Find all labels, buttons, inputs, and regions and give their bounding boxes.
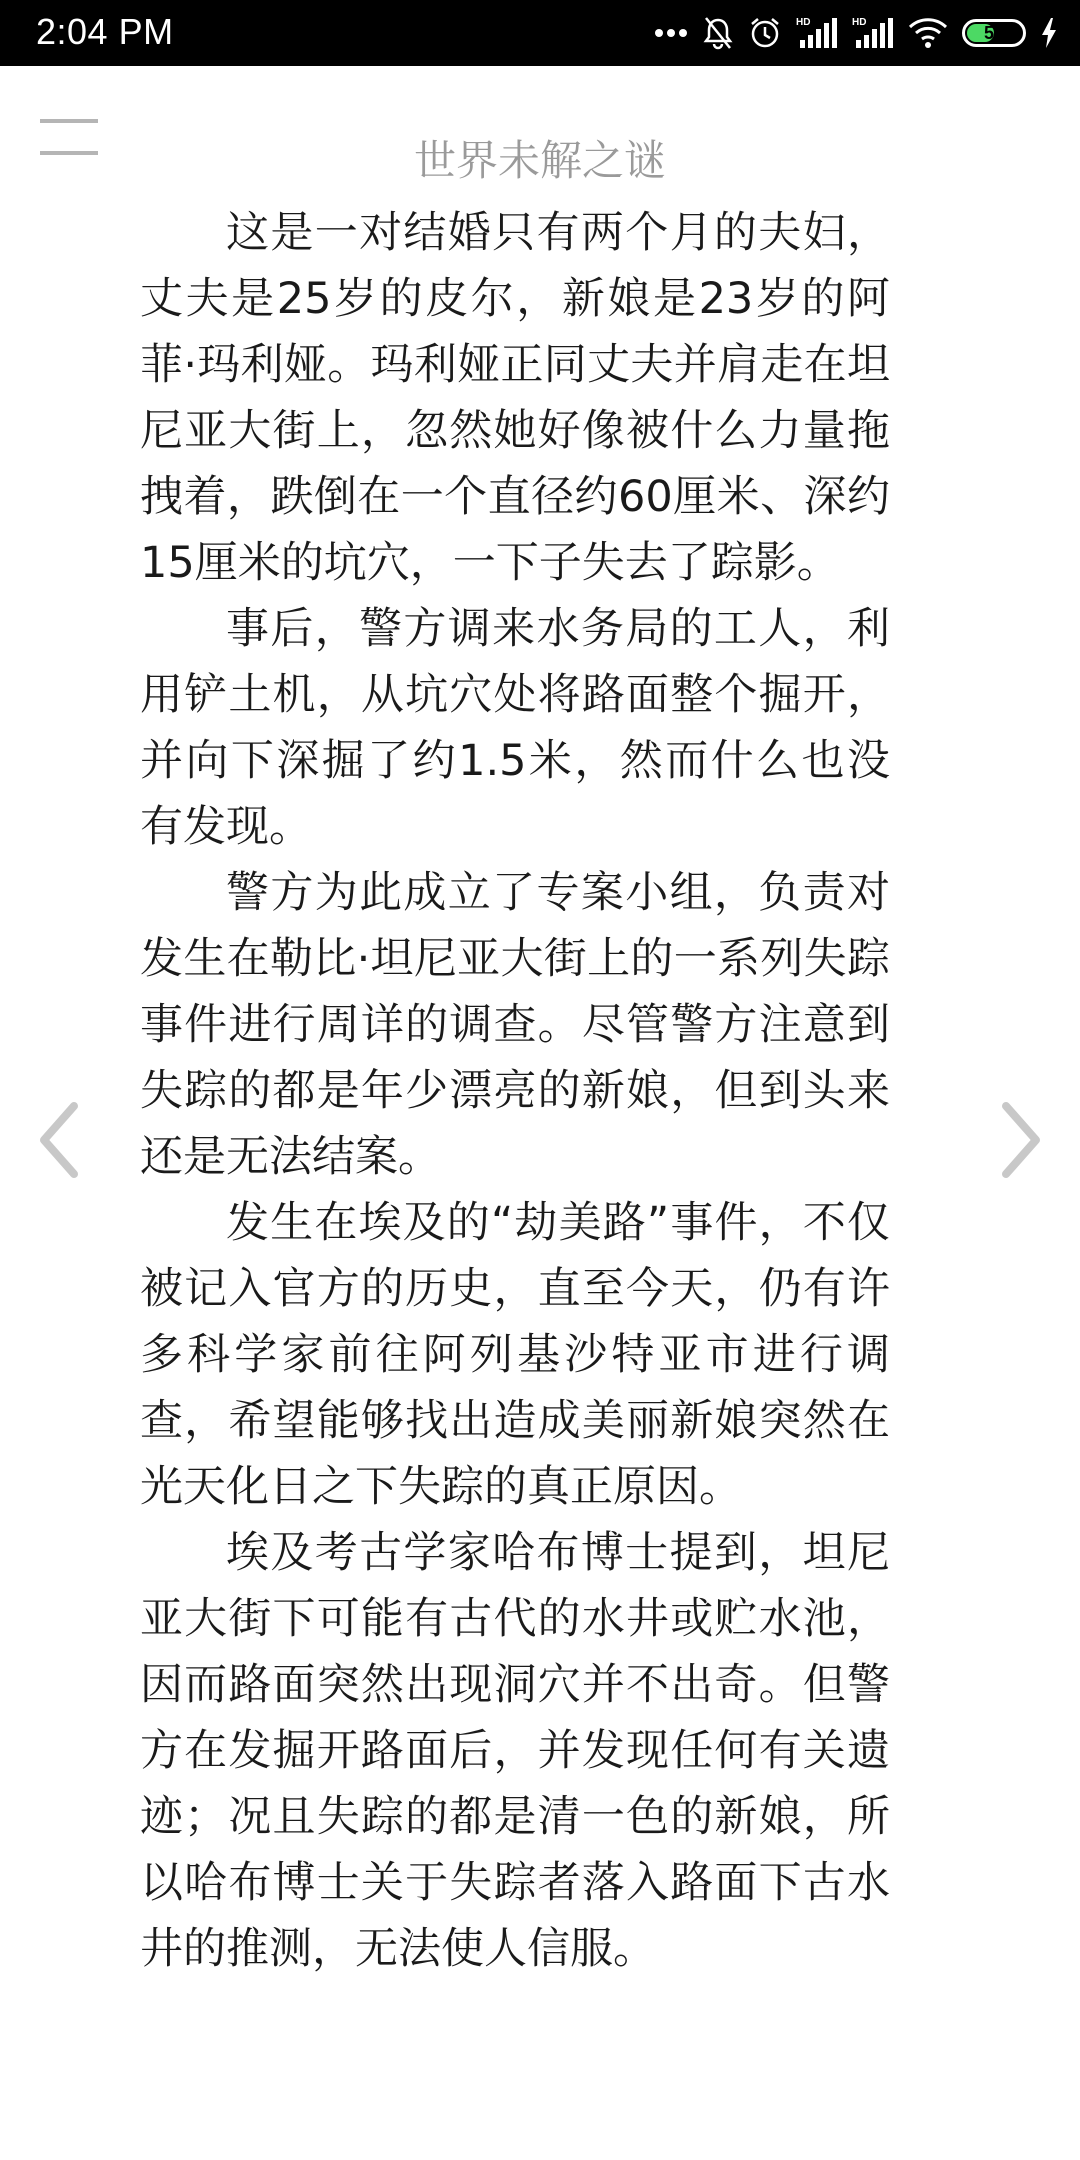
paragraph: 警方为此成立了专案小组，负责对发生在勒比·坦尼亚大街上的一系列失踪事件进行周详的调查。尽管警方注意到失踪的都是年少漂亮的新娘，但到头来还是无法结案。 [140, 868, 890, 1182]
svg-text:HD: HD [852, 17, 867, 28]
svg-text:HD: HD [796, 17, 811, 28]
next-page-button[interactable] [990, 1100, 1050, 1180]
reading-content [140, 200, 890, 1982]
paragraph: 发生在埃及的“劫美路”事件，不仅被记入官方的历史，直至今天，仍有许多科学家前往阿列基沙特亚市进行调查，希望能够找出造成美丽新娘突然在光天化日之下失踪的真正原因。 [140, 1198, 890, 1512]
wifi-icon [908, 17, 948, 49]
battery-level: 53 [983, 22, 1005, 43]
hd-signal-icon [796, 16, 838, 50]
status-bar [0, 0, 1080, 66]
previous-page-button[interactable] [30, 1100, 90, 1180]
book-title: 世界未解之谜 [413, 136, 666, 185]
mute-bell-icon [702, 16, 734, 50]
charging-icon [1040, 17, 1058, 49]
chevron-right-icon [990, 1100, 1050, 1180]
paragraph: 埃及考古学家哈布博士提到，坦尼亚大街下可能有古代的水井或贮水池，因而路面突然出现洞穴并不出奇。但警方在发掘开路面后，并发现任何有关遗迹；况且失踪的都是清一色的新娘，所以哈布博士关于失踪者落入路面下古水井的推测，无法使人信服。 [140, 1528, 890, 1974]
status-time: 2:04 PM [36, 11, 174, 52]
menu-line [40, 119, 98, 123]
hd-signal-icon [852, 16, 894, 50]
chevron-left-icon [30, 1100, 90, 1180]
alarm-icon [748, 16, 782, 50]
paragraph: 这是一对结婚只有两个月的夫妇，丈夫是25岁的皮尔，新娘是23岁的阿菲·玛利娅。玛利娅正同丈夫并肩走在坦尼亚大街上，忽然她好像被什么力量拖拽着，跌倒在一个直径约60厘米、深约15厘米的坑穴，一下子失去了踪影。 [140, 208, 890, 588]
battery-icon [962, 19, 1026, 47]
paragraph: 事后，警方调来水务局的工人，利用铲土机，从坑穴处将路面整个掘开，并向下深掘了约1.5米，然而什么也没有发现。 [140, 604, 890, 852]
status-icons [654, 10, 1058, 56]
more-dots-icon [654, 28, 688, 38]
